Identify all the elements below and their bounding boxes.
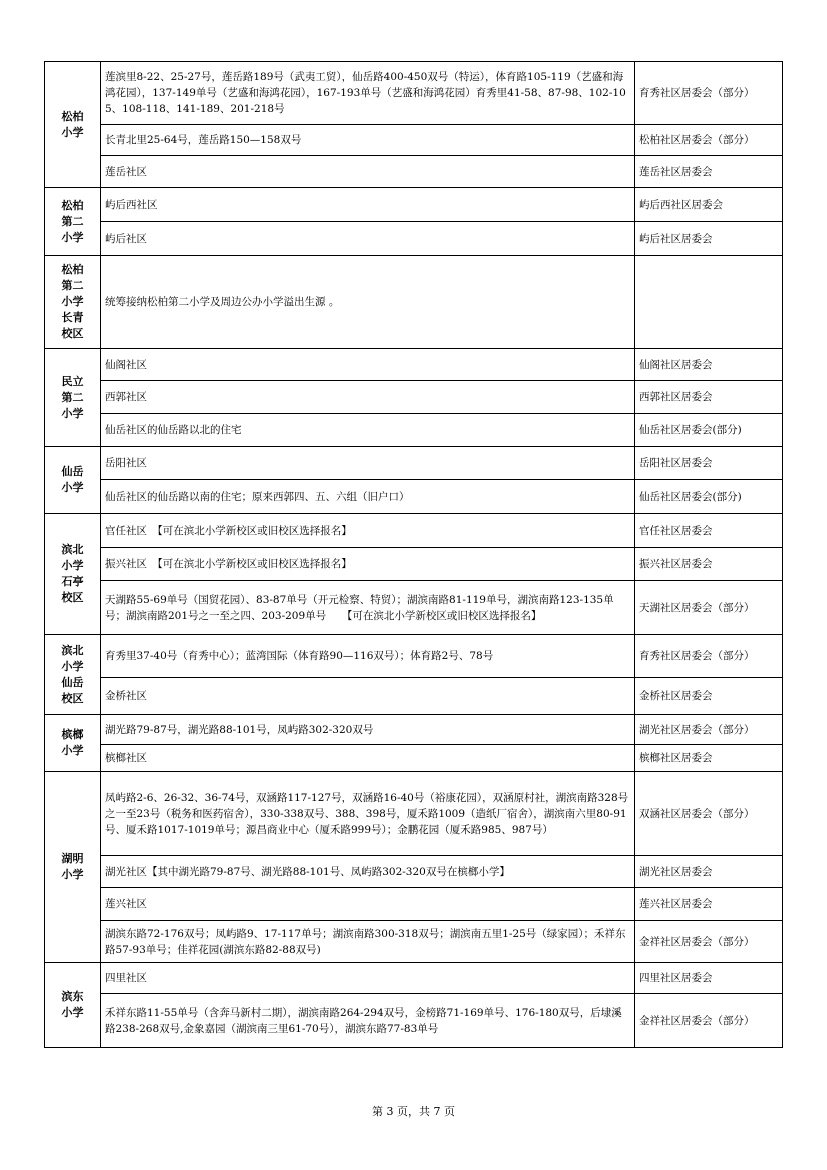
table-row <box>45 414 783 447</box>
committee-cell: 湖光社区居委会（部分） <box>635 715 783 745</box>
table-row <box>45 994 783 1048</box>
committee-cell: 莲兴社区居委会 <box>635 888 783 921</box>
area-cell: 长青北里25-64号，莲岳路150—158双号 <box>101 125 635 156</box>
area-cell: 湖光社区【其中湖光路79-87号、湖光路88-101号、凤屿路302-320双号在槟榔小学】 <box>101 856 635 888</box>
table-row <box>45 156 783 188</box>
table-row <box>45 715 783 745</box>
table-row <box>45 772 783 856</box>
school-name-cell: 仙岳 小学 <box>45 447 101 514</box>
table-row <box>45 745 783 772</box>
committee-cell: 双涵社区居委会（部分） <box>635 772 783 856</box>
table-row <box>45 888 783 921</box>
committee-cell: 岳阳社区居委会 <box>635 447 783 480</box>
committee-cell: 育秀社区居委会（部分） <box>635 62 783 125</box>
committee-cell: 屿后社区居委会 <box>635 222 783 256</box>
school-name-cell: 松柏 小学 <box>45 62 101 188</box>
area-cell: 振兴社区 【可在滨北小学新校区或旧校区选择报名】 <box>101 548 635 581</box>
area-cell: 湖滨东路72-176双号；凤屿路9、17-117单号；湖滨南路300-318双号；湖滨南五里1-25号（绿家园）；禾祥东路57-93单号；佳祥花园(湖滨东路82-88双号) <box>101 921 635 963</box>
school-name-cell: 滨北 小学 石亭 校区 <box>45 514 101 635</box>
committee-cell: 金祥社区居委会（部分） <box>635 994 783 1048</box>
area-cell: 育秀里37-40号（育秀中心）；蓝湾国际（体育路90—116双号）；体育路2号、78号 <box>101 635 635 678</box>
committee-cell: 官任社区居委会 <box>635 514 783 548</box>
table-row <box>45 514 783 548</box>
committee-cell: 金桥社区居委会 <box>635 678 783 715</box>
committee-cell: 槟榔社区居委会 <box>635 745 783 772</box>
committee-cell: 振兴社区居委会 <box>635 548 783 581</box>
area-cell: 莲滨里8-22、25-27号，莲岳路189号（武夷工贸），仙岳路400-450双号（特运），体育路105-119（艺盛和海鸿花园），137-149单号（艺盛和海鸿花园），167-193单号（艺盛和海鸿花园）育秀里41-58、87-98、102-105、108-118、141-189、201-218号 <box>101 62 635 125</box>
committee-cell: 湖光社区居委会 <box>635 856 783 888</box>
table-row <box>45 381 783 414</box>
area-cell: 岳阳社区 <box>101 447 635 480</box>
school-name-cell: 槟榔 小学 <box>45 715 101 772</box>
committee-cell: 仙岳社区居委会(部分) <box>635 480 783 514</box>
table-row <box>45 921 783 963</box>
table-row <box>45 447 783 480</box>
committee-cell: 屿后西社区居委会 <box>635 188 783 222</box>
area-cell: 四里社区 <box>101 963 635 994</box>
committee-cell: 四里社区居委会 <box>635 963 783 994</box>
table-row <box>45 635 783 678</box>
area-cell: 莲兴社区 <box>101 888 635 921</box>
committee-cell: 仙岳社区居委会(部分) <box>635 414 783 447</box>
table-row <box>45 256 783 349</box>
school-name-cell: 滨北 小学 仙岳 校区 <box>45 635 101 715</box>
committee-cell: 天湖社区居委会（部分） <box>635 581 783 635</box>
school-name-cell: 湖明 小学 <box>45 772 101 963</box>
school-name-cell: 松柏 第二 小学 <box>45 188 101 256</box>
table-row <box>45 856 783 888</box>
area-cell: 官任社区 【可在滨北小学新校区或旧校区选择报名】 <box>101 514 635 548</box>
area-cell: 屿后西社区 <box>101 188 635 222</box>
committee-cell: 仙阁社区居委会 <box>635 349 783 381</box>
area-cell: 仙岳社区的仙岳路以南的住宅；原来西郭四、五、六组（旧户口） <box>101 480 635 514</box>
table-row <box>45 480 783 514</box>
area-cell: 西郭社区 <box>101 381 635 414</box>
area-cell: 天湖路55-69单号（国贸花园）、83-87单号（开元检察、特贸）；湖滨南路81-119单号，湖滨南路123-135单号；湖滨南路201号之一至之四、203-209单号 【可在滨北小学新校区或旧校区选择报名】 <box>101 581 635 635</box>
committee-cell: 金祥社区居委会（部分） <box>635 921 783 963</box>
school-district-table <box>44 61 783 1048</box>
committee-cell: 育秀社区居委会（部分） <box>635 635 783 678</box>
committee-cell: 西郭社区居委会 <box>635 381 783 414</box>
table-row <box>45 548 783 581</box>
area-cell: 莲岳社区 <box>101 156 635 188</box>
school-name-cell: 滨东 小学 <box>45 963 101 1048</box>
area-cell: 凤屿路2-6、26-32、36-74号，双涵路117-127号，双涵路16-40号（裕康花园），双涵原村社，湖滨南路328号之一至23号（税务和医药宿舍），330-338双号、388、398号，厦禾路1009（造纸厂宿舍），湖滨南六里80-91号、厦禾路1017-1019单号；源昌商业中心（厦禾路999号）；金鹏花园（厦禾路985、987号） <box>101 772 635 856</box>
table-row <box>45 222 783 256</box>
area-cell: 统筹接纳松柏第二小学及周边公办小学溢出生源 。 <box>101 256 635 349</box>
area-cell: 禾祥东路11-55单号（含奔马新村二期），湖滨南路264-294双号，金榜路71-169单号、176-180双号，后埭溪路238-268双号,金象嘉园（湖滨南三里61-70号），湖滨东路77-83单号 <box>101 994 635 1048</box>
area-cell: 湖光路79-87号，湖光路88-101号，凤屿路302-320双号 <box>101 715 635 745</box>
area-cell: 仙岳社区的仙岳路以北的住宅 <box>101 414 635 447</box>
page-footer: 第 3 页，共 7 页 <box>372 1105 455 1118</box>
school-name-cell: 松柏 第二 小学 长青 校区 <box>45 256 101 349</box>
area-cell: 仙阁社区 <box>101 349 635 381</box>
table-row <box>45 963 783 994</box>
committee-cell <box>635 256 783 349</box>
table-row <box>45 188 783 222</box>
table-row <box>45 678 783 715</box>
table-row <box>45 62 783 125</box>
area-cell: 金桥社区 <box>101 678 635 715</box>
table-row <box>45 581 783 635</box>
committee-cell: 松柏社区居委会（部分） <box>635 125 783 156</box>
area-cell: 屿后社区 <box>101 222 635 256</box>
school-name-cell: 民立 第二 小学 <box>45 349 101 447</box>
area-cell: 槟榔社区 <box>101 745 635 772</box>
table-row <box>45 349 783 381</box>
table-row <box>45 125 783 156</box>
committee-cell: 莲岳社区居委会 <box>635 156 783 188</box>
